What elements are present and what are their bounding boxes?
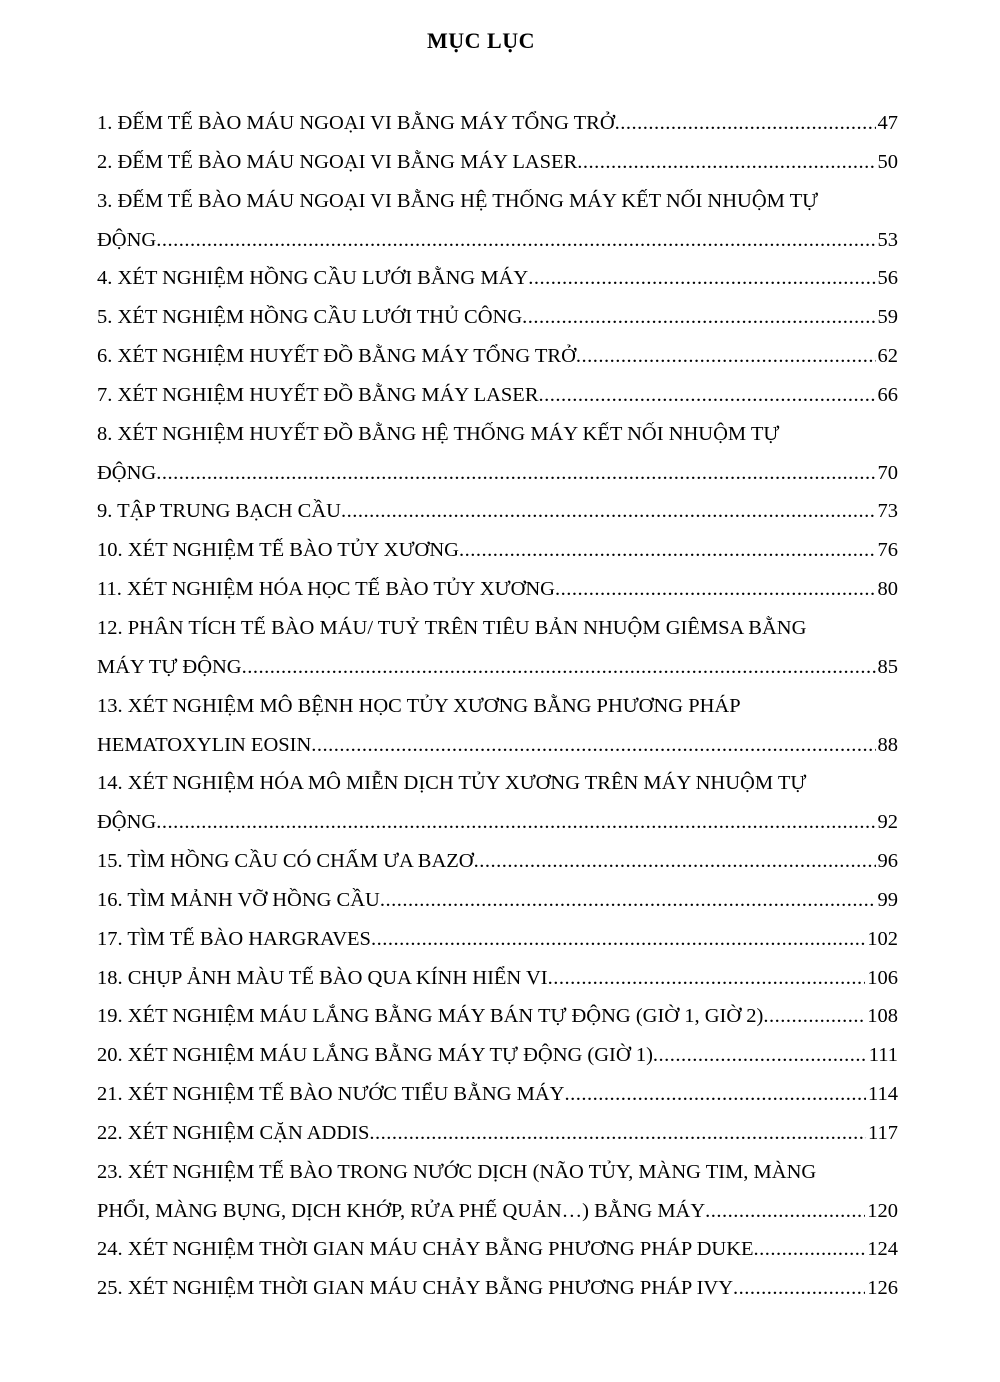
toc-entry[interactable] bbox=[97, 570, 898, 609]
dot-leader bbox=[341, 492, 876, 531]
toc-entry-title: 4. XÉT NGHIỆM HỒNG CẦU LƯỚI BẰNG MÁY bbox=[97, 267, 529, 290]
toc-entry[interactable] bbox=[97, 1153, 898, 1231]
toc-entry-line bbox=[97, 104, 898, 143]
toc-entry-page-number: 85 bbox=[877, 655, 898, 678]
toc-entry-page-number: 111 bbox=[868, 1044, 898, 1067]
toc-entry-page-number: 66 bbox=[877, 383, 898, 406]
toc-entry-line bbox=[97, 997, 898, 1036]
toc-entry-line bbox=[97, 454, 898, 493]
toc-entry-page-number: 88 bbox=[877, 733, 898, 756]
toc-entry-title: 7. XÉT NGHIỆM HUYẾT ĐỒ BẰNG MÁY LASER bbox=[97, 383, 539, 406]
toc-entry-title: ĐỘNG bbox=[97, 228, 157, 251]
toc-entry[interactable] bbox=[97, 997, 898, 1036]
toc-entry-line bbox=[97, 842, 898, 881]
toc-entry-page-number: 62 bbox=[877, 345, 898, 368]
toc-entry-line: 12. PHÂN TÍCH TẾ BÀO MÁU/ TUỶ TRÊN TIÊU BẢN NHUỘM GIÊMSA BẰNG bbox=[97, 616, 807, 639]
toc-entry-title: 20. XÉT NGHIỆM MÁU LẮNG BẰNG MÁY TỰ ĐỘNG (GIỜ 1) bbox=[97, 1044, 653, 1067]
toc-entry-title: 21. XÉT NGHIỆM TẾ BÀO NƯỚC TIỂU BẰNG MÁY bbox=[97, 1083, 565, 1106]
toc-entry-title: 24. XÉT NGHIỆM THỜI GIAN MÁU CHẢY BẰNG PHƯƠNG PHÁP DUKE bbox=[97, 1238, 754, 1261]
dot-leader bbox=[156, 803, 875, 842]
toc-entry-page-number: 126 bbox=[867, 1277, 898, 1300]
dot-leader bbox=[576, 337, 876, 376]
toc-entry-page-number: 50 bbox=[877, 150, 898, 173]
toc-entry-page-number: 99 bbox=[877, 888, 898, 911]
toc-entry[interactable] bbox=[97, 959, 898, 998]
toc-entry-title: ĐỘNG bbox=[97, 811, 157, 834]
toc-entry[interactable] bbox=[97, 1114, 898, 1153]
dot-leader bbox=[311, 726, 875, 765]
toc-entry[interactable] bbox=[97, 143, 898, 182]
toc-entry[interactable] bbox=[97, 1075, 898, 1114]
dot-leader bbox=[156, 454, 875, 493]
toc-entry[interactable] bbox=[97, 609, 898, 687]
toc-entry-page-number: 106 bbox=[867, 966, 898, 989]
toc-entry-line bbox=[97, 259, 898, 298]
toc-entry-page-number: 80 bbox=[877, 578, 898, 601]
toc-entry-line bbox=[97, 376, 898, 415]
dot-leader bbox=[548, 959, 866, 998]
toc-entry-page-number: 76 bbox=[877, 539, 898, 562]
toc-entry-title: 11. XÉT NGHIỆM HÓA HỌC TẾ BÀO TỦY XƯƠNG bbox=[97, 578, 555, 601]
table-of-contents bbox=[97, 104, 898, 1308]
toc-entry-title: HEMATOXYLIN EOSIN bbox=[97, 733, 312, 756]
toc-entry-line bbox=[97, 920, 898, 959]
dot-leader bbox=[564, 1075, 866, 1114]
dot-leader bbox=[369, 1114, 866, 1153]
toc-entry-page-number: 124 bbox=[867, 1238, 898, 1261]
toc-entry-title: 15. TÌM HỒNG CẦU CÓ CHẤM ƯA BAZƠ bbox=[97, 850, 474, 873]
toc-entry-title: PHỔI, MÀNG BỤNG, DỊCH KHỚP, RỬA PHẾ QUẢN…) BẰNG MÁY bbox=[97, 1199, 706, 1222]
toc-entry-line bbox=[97, 143, 898, 182]
toc-entry-line bbox=[97, 570, 898, 609]
toc-entry-page-number: 47 bbox=[877, 112, 898, 134]
toc-entry-title: ĐỘNG bbox=[97, 461, 157, 484]
toc-entry[interactable] bbox=[97, 531, 898, 570]
toc-entry-line: 23. XÉT NGHIỆM TẾ BÀO TRONG NƯỚC DỊCH (NÃO TỦY, MÀNG TIM, MÀNG bbox=[97, 1160, 817, 1183]
toc-entry[interactable] bbox=[97, 1036, 898, 1075]
toc-entry-line bbox=[97, 803, 898, 842]
dot-leader bbox=[528, 259, 875, 298]
toc-entry[interactable] bbox=[97, 415, 898, 493]
dot-leader bbox=[539, 376, 876, 415]
dot-leader bbox=[705, 1192, 865, 1231]
toc-entry-title: 19. XÉT NGHIỆM MÁU LẮNG BẰNG MÁY BÁN TỰ ĐỘNG (GIỜ 1, GIỜ 2) bbox=[97, 1005, 764, 1028]
toc-entry[interactable] bbox=[97, 881, 898, 920]
dot-leader bbox=[242, 648, 876, 687]
toc-entry-line: 14. XÉT NGHIỆM HÓA MÔ MIỄN DỊCH TỦY XƯƠNG TRÊN MÁY NHUỘM TỰ bbox=[97, 772, 807, 795]
toc-entry-line bbox=[97, 648, 898, 687]
toc-entry-page-number: 102 bbox=[867, 927, 898, 950]
toc-entry-line bbox=[97, 881, 898, 920]
toc-entry[interactable] bbox=[97, 104, 898, 143]
toc-entry-title: 22. XÉT NGHIỆM CẶN ADDIS bbox=[97, 1121, 370, 1144]
toc-entry-title: 18. CHỤP ẢNH MÀU TẾ BÀO QUA KÍNH HIỂN VI bbox=[97, 966, 548, 989]
toc-entry-title: MÁY TỰ ĐỘNG bbox=[97, 655, 242, 678]
dot-leader bbox=[754, 1230, 866, 1269]
dot-leader bbox=[555, 570, 876, 609]
toc-entry-line bbox=[97, 1114, 898, 1153]
toc-entry[interactable] bbox=[97, 298, 898, 337]
toc-entry-title: 10. XÉT NGHIỆM TẾ BÀO TỦY XƯƠNG bbox=[97, 539, 459, 562]
dot-leader bbox=[474, 842, 876, 881]
toc-entry-line bbox=[97, 337, 898, 376]
dot-leader bbox=[577, 143, 875, 182]
toc-entry-line bbox=[97, 1230, 898, 1269]
toc-entry-line bbox=[97, 726, 898, 765]
dot-leader bbox=[615, 104, 876, 143]
toc-entry[interactable] bbox=[97, 687, 898, 765]
toc-entry-line bbox=[97, 1075, 898, 1114]
toc-entry-page-number: 53 bbox=[877, 228, 898, 251]
toc-entry[interactable] bbox=[97, 492, 898, 531]
toc-entry-line bbox=[97, 959, 898, 998]
toc-entry[interactable] bbox=[97, 182, 898, 260]
toc-entry-page-number: 114 bbox=[868, 1083, 898, 1106]
toc-entry-title: 25. XÉT NGHIỆM THỜI GIAN MÁU CHẢY BẰNG PHƯƠNG PHÁP IVY bbox=[97, 1277, 734, 1300]
toc-entry-title: 5. XÉT NGHIỆM HỒNG CẦU LƯỚI THỦ CÔNG bbox=[97, 306, 523, 329]
dot-leader bbox=[459, 531, 876, 570]
toc-entry[interactable] bbox=[97, 376, 898, 415]
toc-entry-title: 1. ĐẾM TẾ BÀO MÁU NGOẠI VI BẰNG MÁY TỔNG TRỞ bbox=[97, 112, 615, 134]
toc-entry[interactable] bbox=[97, 920, 898, 959]
toc-entry-line bbox=[97, 298, 898, 337]
toc-entry-page-number: 59 bbox=[877, 306, 898, 329]
dot-leader bbox=[733, 1269, 865, 1308]
toc-entry[interactable] bbox=[97, 1230, 898, 1269]
dot-leader bbox=[156, 221, 875, 260]
toc-entry-title: 17. TÌM TẾ BÀO HARGRAVES bbox=[97, 927, 371, 950]
toc-entry-title: 9. TẬP TRUNG BẠCH CẦU bbox=[97, 500, 341, 523]
toc-entry-page-number: 96 bbox=[877, 850, 898, 873]
toc-entry[interactable] bbox=[97, 842, 898, 881]
toc-entry-line bbox=[97, 1036, 898, 1075]
toc-entry[interactable] bbox=[97, 337, 898, 376]
toc-entry-line bbox=[97, 492, 898, 531]
toc-entry-line: 3. ĐẾM TẾ BÀO MÁU NGOẠI VI BẰNG HỆ THỐNG MÁY KẾT NỐI NHUỘM TỰ bbox=[97, 189, 819, 212]
toc-entry-title: 2. ĐẾM TẾ BÀO MÁU NGOẠI VI BẰNG MÁY LASER bbox=[97, 150, 578, 173]
toc-entry-page-number: 70 bbox=[877, 461, 898, 484]
toc-entry[interactable] bbox=[97, 1269, 898, 1308]
toc-entry-page-number: 73 bbox=[877, 500, 898, 523]
dot-leader bbox=[371, 920, 865, 959]
toc-entry[interactable] bbox=[97, 259, 898, 298]
dot-leader bbox=[763, 997, 865, 1036]
toc-entry-page-number: 92 bbox=[877, 811, 898, 834]
toc-entry-line bbox=[97, 531, 898, 570]
toc-entry-title: 6. XÉT NGHIỆM HUYẾT ĐỒ BẰNG MÁY TỔNG TRỞ bbox=[97, 345, 576, 368]
toc-entry-page-number: 117 bbox=[868, 1121, 898, 1144]
dot-leader bbox=[380, 881, 876, 920]
toc-entry-line bbox=[97, 1192, 898, 1231]
toc-entry-line bbox=[97, 221, 898, 260]
toc-entry-line: 13. XÉT NGHIỆM MÔ BỆNH HỌC TỦY XƯƠNG BẰNG PHƯƠNG PHÁP bbox=[97, 694, 741, 717]
toc-entry-page-number: 120 bbox=[867, 1199, 898, 1222]
page-title: MỤC LỤC bbox=[427, 28, 535, 53]
toc-entry-title: 16. TÌM MẢNH VỠ HỒNG CẦU bbox=[97, 888, 380, 911]
toc-entry[interactable] bbox=[97, 764, 898, 842]
toc-entry-line bbox=[97, 1269, 898, 1308]
toc-entry-page-number: 56 bbox=[877, 267, 898, 290]
dot-leader bbox=[653, 1036, 867, 1075]
toc-entry-page-number: 108 bbox=[867, 1005, 898, 1028]
dot-leader bbox=[522, 298, 875, 337]
toc-entry-line: 8. XÉT NGHIỆM HUYẾT ĐỒ BẰNG HỆ THỐNG MÁY KẾT NỐI NHUỘM TỰ bbox=[97, 422, 780, 445]
